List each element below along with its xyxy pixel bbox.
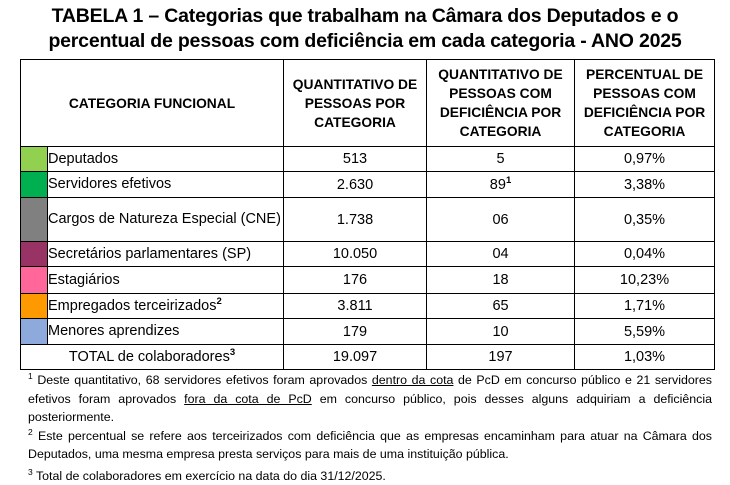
total-label: TOTAL de colaboradores — [69, 349, 230, 365]
pct-pcd-cell: 10,23% — [575, 267, 715, 294]
footnote-1-underline-b: fora da cota de PcD — [184, 392, 312, 406]
qty-people-cell: 513 — [284, 147, 427, 172]
category-cell: Secretários parlamentares (SP) — [48, 242, 284, 267]
color-swatch — [21, 319, 48, 345]
qty-pcd-cell: 06 — [427, 198, 575, 242]
qty-people-cell: 3.811 — [284, 294, 427, 319]
qty-pcd-value: 89 — [490, 177, 506, 193]
pcd-table — [20, 59, 715, 370]
table-row — [21, 267, 715, 294]
footnote-ref-2: 2 — [216, 296, 221, 307]
total-qty-pcd: 197 — [427, 345, 575, 370]
qty-pcd-cell: 5 — [427, 147, 575, 172]
category-cell — [48, 294, 284, 319]
footnote-mark-2: 2 — [28, 427, 33, 437]
table-row — [21, 172, 715, 198]
footnotes — [28, 371, 712, 485]
footnote-1-text-b: de PcD em concurso público e 21 servidores efetivos foram aprovados — [28, 373, 712, 406]
pct-pcd-cell: 0,35% — [575, 198, 715, 242]
footnote-1-text-c: em concurso público, pois desses alguns adquiriam a deficiência posteriormente. — [28, 392, 712, 425]
header-qty-pcd: QUANTITATIVO DE PESSOAS COM DEFICIÊNCIA POR CATEGORIA — [427, 60, 575, 147]
footnote-1-underline-a: dentro da cota — [372, 373, 454, 387]
color-swatch — [21, 147, 48, 172]
footnote-3 — [28, 467, 712, 485]
color-swatch — [21, 267, 48, 294]
color-swatch — [21, 294, 48, 319]
qty-pcd-cell: 18 — [427, 267, 575, 294]
table-row — [21, 198, 715, 242]
color-swatch — [21, 172, 48, 198]
qty-people-cell: 179 — [284, 319, 427, 345]
category-cell: Cargos de Natureza Especial (CNE) — [48, 198, 284, 242]
pct-pcd-cell: 0,97% — [575, 147, 715, 172]
qty-pcd-cell: 04 — [427, 242, 575, 267]
color-swatch — [21, 242, 48, 267]
total-pct-pcd: 1,03% — [575, 345, 715, 370]
total-qty-people: 19.097 — [284, 345, 427, 370]
total-row — [21, 345, 715, 370]
category-cell: Menores aprendizes — [48, 319, 284, 345]
title-line-2: percentual de pessoas com deficiência em cada categoria - ANO 2025 — [0, 29, 730, 54]
pct-pcd-cell: 1,71% — [575, 294, 715, 319]
header-pct-pcd: PERCENTUAL DE PESSOAS COM DEFICIÊNCIA POR CATEGORIA — [575, 60, 715, 147]
qty-people-cell: 10.050 — [284, 242, 427, 267]
header-qty-people: QUANTITATIVO DE PESSOAS POR CATEGORIA — [284, 60, 427, 147]
color-swatch — [21, 198, 48, 242]
qty-pcd-cell — [427, 172, 575, 198]
qty-people-cell: 176 — [284, 267, 427, 294]
table-title — [0, 4, 730, 54]
category-label: Empregados terceirizados — [48, 298, 216, 314]
footnote-ref-1: 1 — [506, 175, 511, 186]
header-row — [21, 60, 715, 147]
qty-pcd-cell: 65 — [427, 294, 575, 319]
qty-pcd-cell: 10 — [427, 319, 575, 345]
table-row — [21, 319, 715, 345]
category-cell: Estagiários — [48, 267, 284, 294]
category-cell: Servidores efetivos — [48, 172, 284, 198]
table-row — [21, 147, 715, 172]
title-line-1: TABELA 1 – Categorias que trabalham na Câmara dos Deputados e o — [0, 4, 730, 29]
footnote-ref-3: 3 — [230, 347, 235, 358]
table-row — [21, 242, 715, 267]
footnote-3-text: Total de colaboradores em exercício na data do dia 31/12/2025. — [33, 469, 386, 483]
pct-pcd-cell: 3,38% — [575, 172, 715, 198]
footnote-2-text: Este percentual se refere aos terceirizados com deficiência que as empresas encaminham para atuar na Câmara dos Deputados, uma mesma empresa presta serviços para mais de uma instituição pública. — [28, 429, 712, 462]
category-cell: Deputados — [48, 147, 284, 172]
footnote-2 — [28, 427, 712, 464]
qty-people-cell: 2.630 — [284, 172, 427, 198]
footnote-mark-3: 3 — [28, 467, 33, 477]
pct-pcd-cell: 0,04% — [575, 242, 715, 267]
header-category: CATEGORIA FUNCIONAL — [21, 60, 284, 147]
footnote-mark-1: 1 — [28, 371, 33, 381]
pct-pcd-cell: 5,59% — [575, 319, 715, 345]
footnote-1 — [28, 371, 712, 427]
qty-people-cell: 1.738 — [284, 198, 427, 242]
total-label-cell — [21, 345, 284, 370]
footnote-1-text-a: Deste quantitativo, 68 servidores efetivos foram aprovados — [33, 373, 372, 387]
table-row — [21, 294, 715, 319]
